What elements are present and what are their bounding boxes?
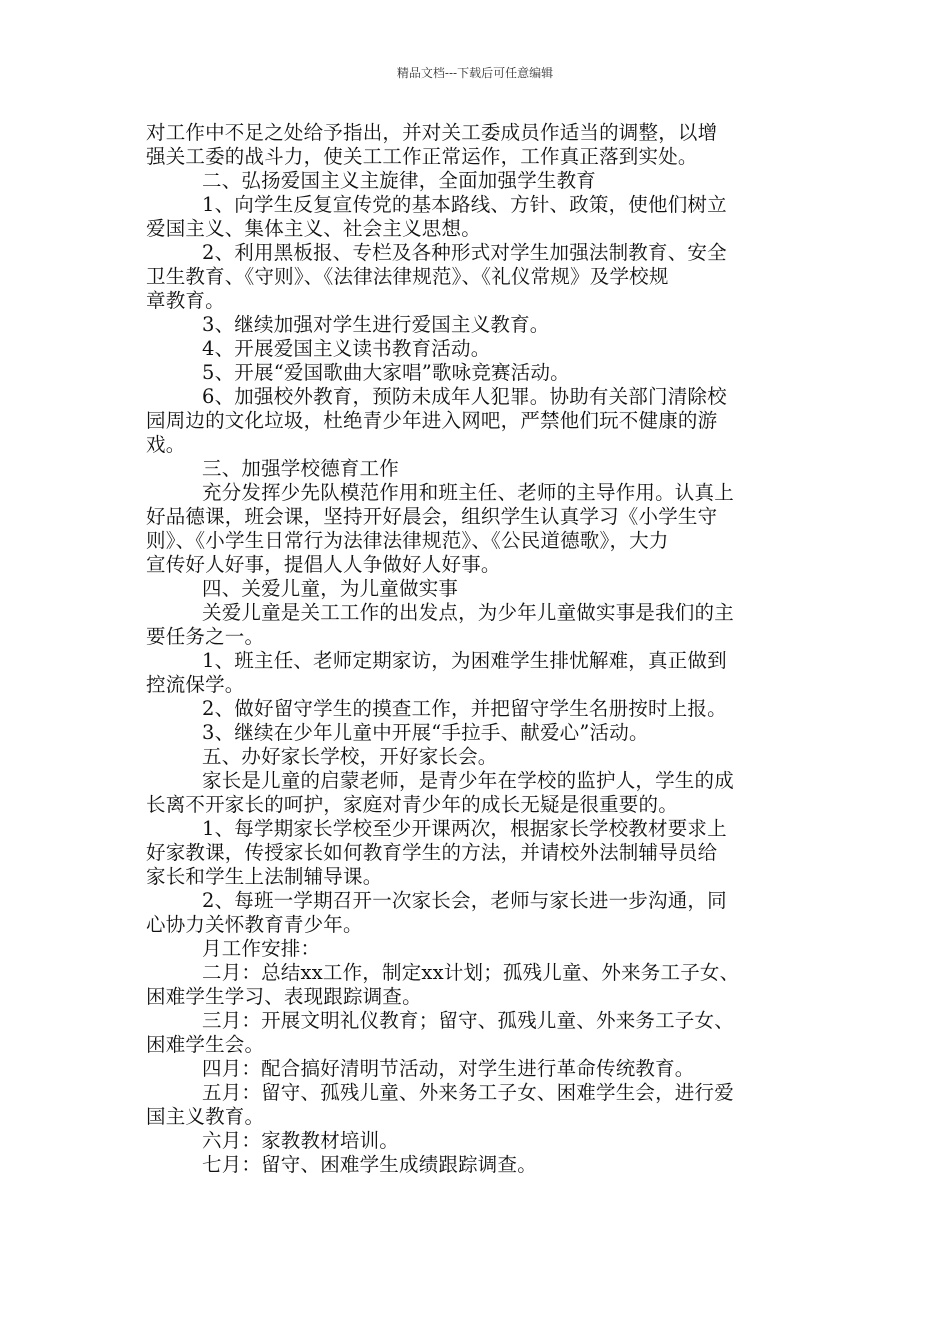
text-line: 月工作安排： bbox=[202, 937, 321, 960]
text-line: 4、开展爱国主义读书教育活动。 bbox=[202, 337, 491, 360]
text-line: 二月：总结xx工作，制定xx计划；孤残儿童、外来务工子女、 bbox=[202, 961, 740, 984]
text-line: 卫生教育、《守则》、《法律法律规范》、《礼仪常规》及学校规 bbox=[146, 265, 669, 288]
text-line: 好品德课，班会课，坚持开好晨会，组织学生认真学习《小学生守 bbox=[146, 505, 718, 528]
text-line: 六月：家教教材培训。 bbox=[202, 1129, 400, 1152]
text-line: 1、每学期家长学校至少开课两次，根据家长学校教材要求上 bbox=[202, 817, 727, 840]
text-line: 强关工委的战斗力，使关工工作正常运作，工作真正落到实处。 bbox=[146, 145, 698, 168]
text-line: 章教育。 bbox=[146, 289, 225, 312]
text-line: 好家教课，传授家长如何教育学生的方法，并请校外法制辅导员给 bbox=[146, 841, 718, 864]
text-line: 二、弘扬爱国主义主旋律，全面加强学生教育 bbox=[202, 169, 597, 192]
text-line: 三、加强学校德育工作 bbox=[202, 457, 400, 480]
text-line: 3、继续加强对学生进行爱国主义教育。 bbox=[202, 313, 550, 336]
text-line: 1、班主任、老师定期家访，为困难学生排忧解难，真正做到 bbox=[202, 649, 727, 672]
text-line: 6、加强校外教育，预防未成年人犯罪。协助有关部门清除校 bbox=[202, 385, 727, 408]
text-line: 1、向学生反复宣传党的基本路线、方针、政策，使他们树立 bbox=[202, 193, 727, 216]
page-header: 精品文档---下载后可任意编辑 bbox=[396, 66, 554, 80]
text-line: 家长和学生上法制辅导课。 bbox=[146, 865, 383, 888]
text-line: 国主义教育。 bbox=[146, 1105, 265, 1128]
text-line: 五月：留守、孤残儿童、外来务工子女、困难学生会，进行爱 bbox=[202, 1081, 734, 1104]
text-line: 3、继续在少年儿童中开展“手拉手、献爱心”活动。 bbox=[202, 721, 649, 744]
text-line: 2、每班一学期召开一次家长会，老师与家长进一步沟通，同 bbox=[202, 889, 727, 912]
text-line: 三月：开展文明礼仪教育；留守、孤残儿童、外来务工子女、 bbox=[202, 1009, 734, 1032]
text-line: 控流保学。 bbox=[146, 673, 245, 696]
text-line: 2、利用黑板报、专栏及各种形式对学生加强法制教育、安全 bbox=[202, 241, 727, 264]
text-line: 宣传好人好事，提倡人人争做好人好事。 bbox=[146, 553, 501, 576]
text-line: 充分发挥少先队模范作用和班主任、老师的主导作用。认真上 bbox=[202, 481, 734, 504]
text-line: 七月：留守、困难学生成绩跟踪调查。 bbox=[202, 1153, 537, 1176]
text-line: 园周边的文化垃圾，杜绝青少年进入网吧，严禁他们玩不健康的游 bbox=[146, 409, 718, 432]
text-line: 困难学生学习、表现跟踪调查。 bbox=[146, 985, 422, 1008]
text-line: 家长是儿童的启蒙老师，是青少年在学校的监护人，学生的成 bbox=[202, 769, 734, 792]
text-line: 五、办好家长学校，开好家长会。 bbox=[202, 745, 498, 768]
text-line: 戏。 bbox=[146, 433, 186, 456]
text-line: 长离不开家长的呵护，家庭对青少年的成长无疑是很重要的。 bbox=[146, 793, 678, 816]
document-body bbox=[146, 121, 808, 1177]
text-line: 爱国主义、集体主义、社会主义思想。 bbox=[146, 217, 481, 240]
text-line: 对工作中不足之处给予指出，并对关工委成员作适当的调整，以增 bbox=[146, 121, 718, 144]
text-line: 关爱儿童是关工工作的出发点，为少年儿童做实事是我们的主 bbox=[202, 601, 734, 624]
text-line: 四、关爱儿童，为儿童做实事 bbox=[202, 577, 459, 600]
text-line: 要任务之一。 bbox=[146, 625, 265, 648]
text-line: 四月：配合搞好清明节活动，对学生进行革命传统教育。 bbox=[202, 1057, 695, 1080]
text-line: 心协力关怀教育青少年。 bbox=[146, 913, 363, 936]
text-line: 2、做好留守学生的摸查工作，并把留守学生名册按时上报。 bbox=[202, 697, 727, 720]
text-line: 困难学生会。 bbox=[146, 1033, 265, 1056]
text-line: 5、开展“爱国歌曲大家唱”歌咏竞赛活动。 bbox=[202, 361, 570, 384]
text-line: 则》、《小学生日常行为法律法律规范》、《公民道德歌》，大力 bbox=[146, 529, 669, 552]
